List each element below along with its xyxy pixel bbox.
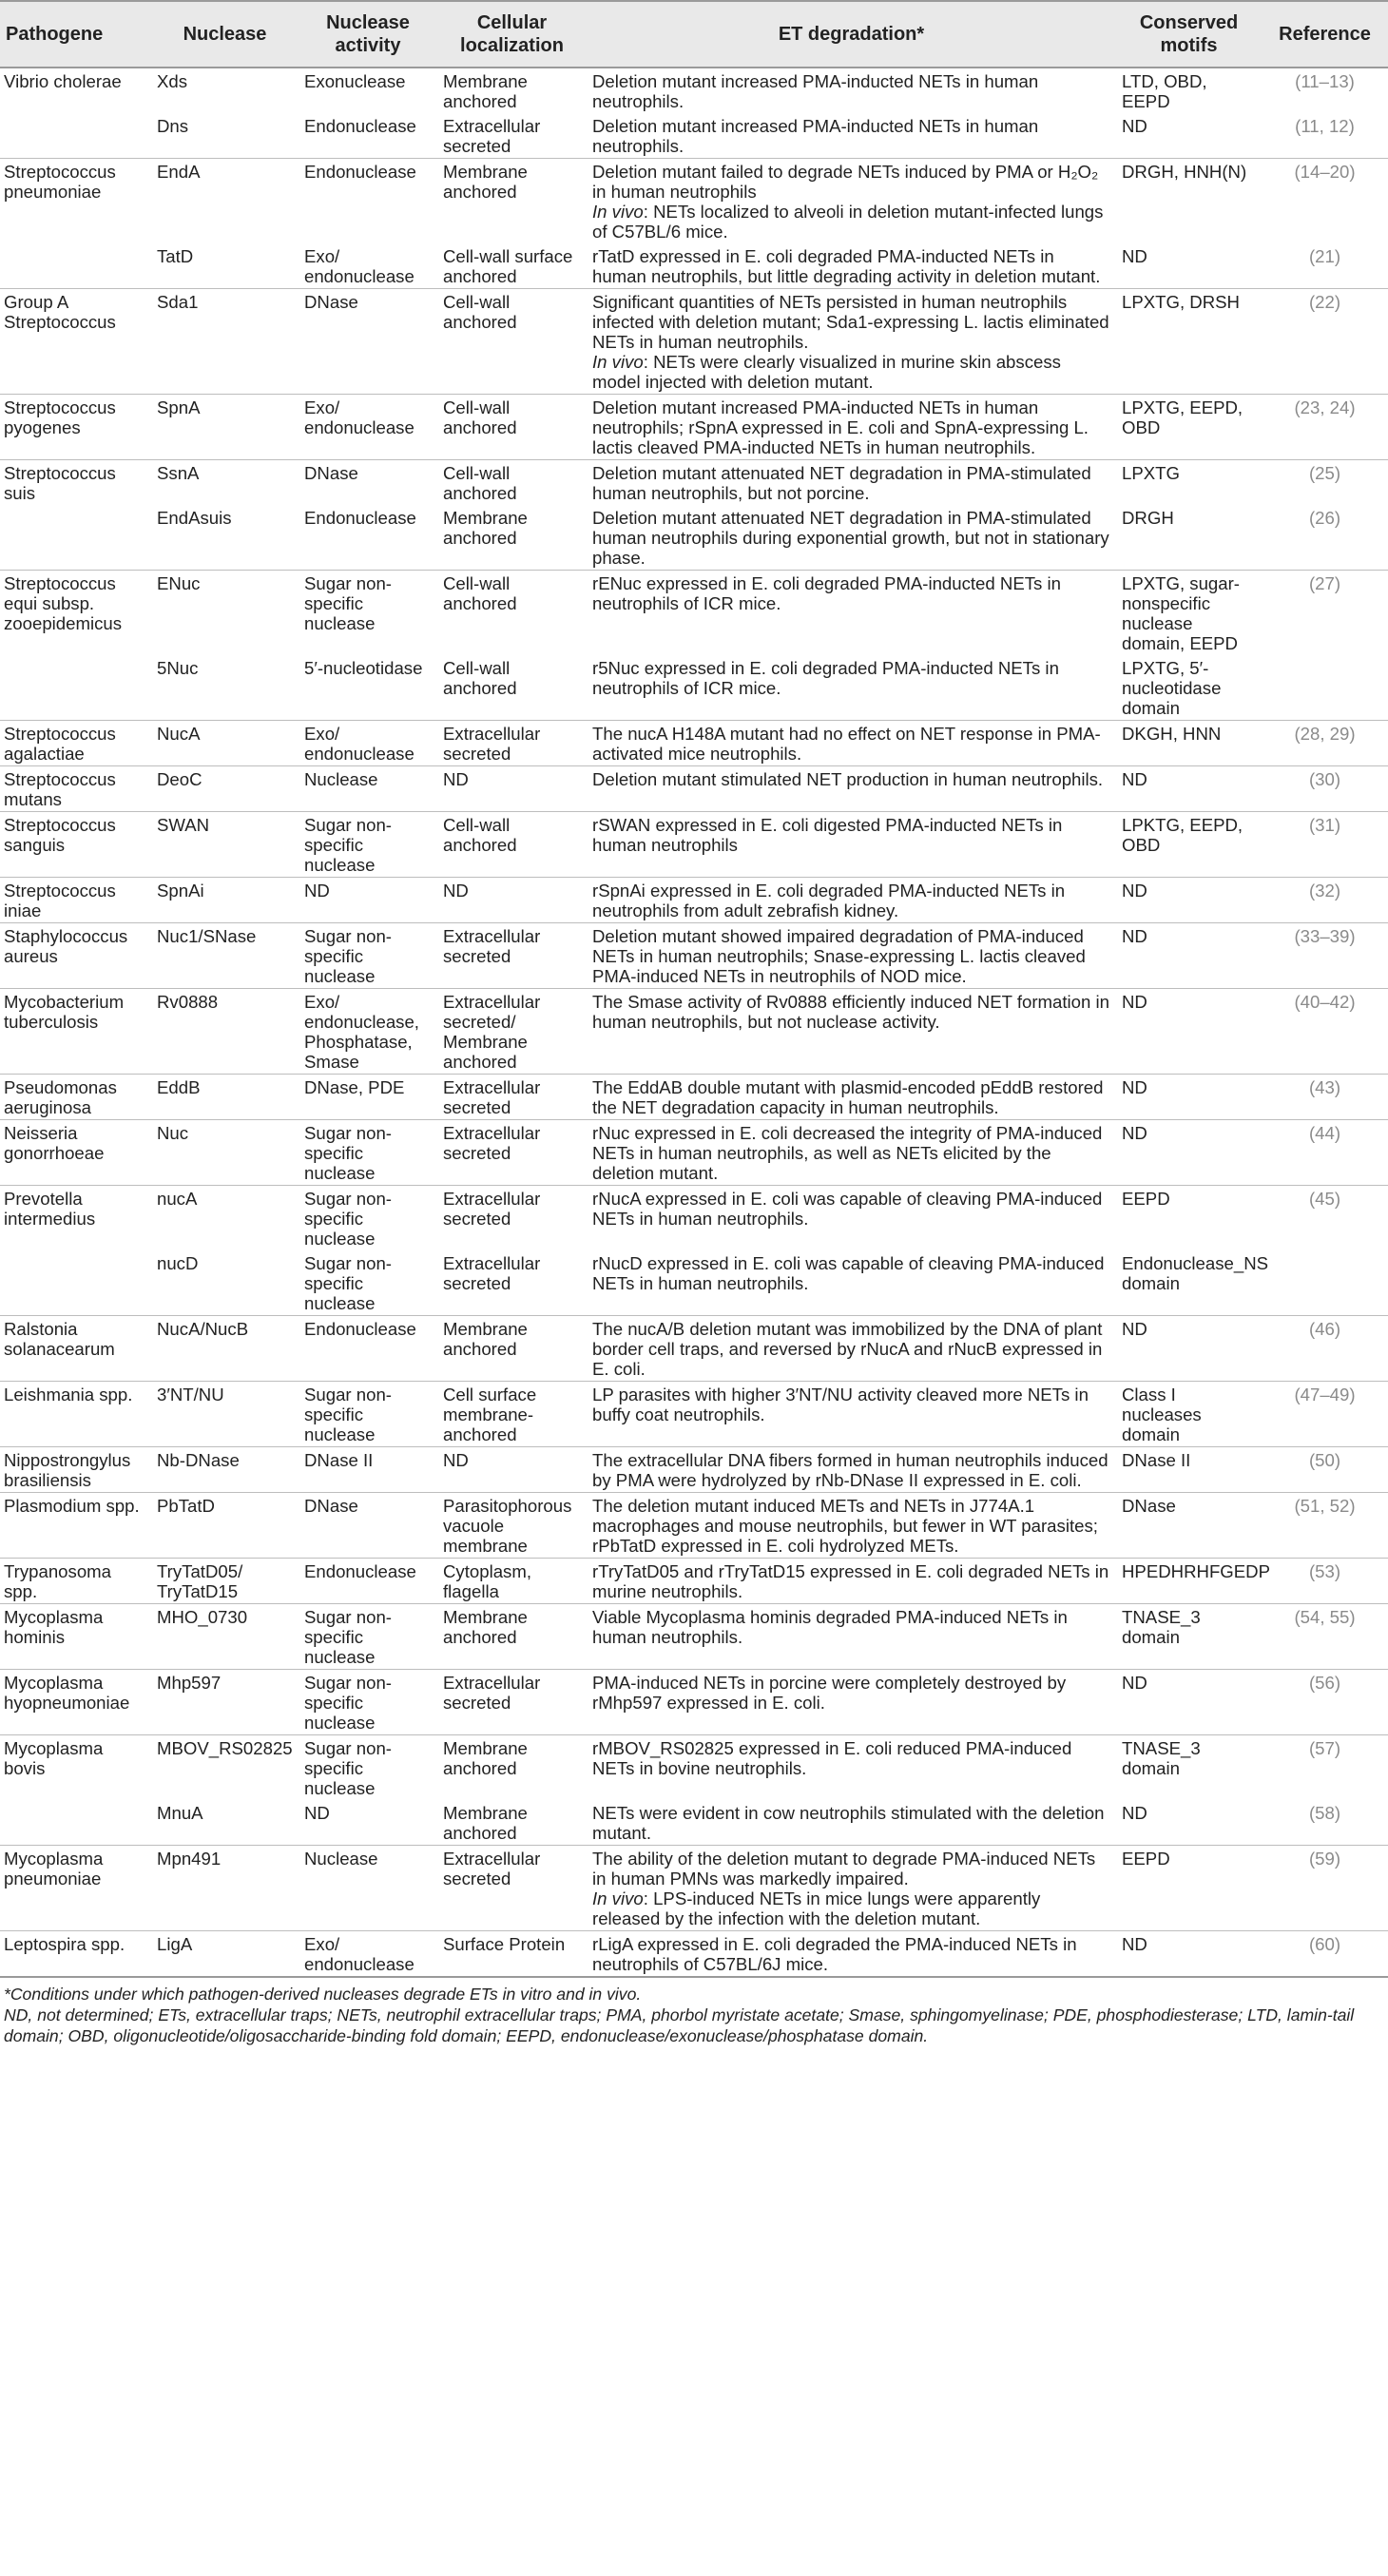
localization-cell: ND xyxy=(437,878,587,923)
header-reference: Reference xyxy=(1262,1,1388,68)
table-row xyxy=(0,1120,1388,1186)
reference-cell xyxy=(1262,1250,1388,1316)
degradation-text: rSpnAi expressed in E. coli degraded PMA-inducted NETs in neutrophils from adult zebrafish kidney. xyxy=(592,881,1066,920)
degradation-text: Deletion mutant attenuated NET degradation in PMA-stimulated human neutrophils, but not porcine. xyxy=(592,463,1091,503)
nuclease-cell: SsnA xyxy=(151,460,299,506)
pathogen-cell xyxy=(0,505,151,571)
degradation-cell xyxy=(587,812,1116,878)
activity-cell: Endonuclease xyxy=(299,1559,437,1604)
table-row xyxy=(0,159,1388,244)
pathogen-cell: Leishmania spp. xyxy=(0,1382,151,1447)
nuclease-cell: PbTatD xyxy=(151,1493,299,1559)
table-row xyxy=(0,1931,1388,1978)
nuclease-cell: SWAN xyxy=(151,812,299,878)
motifs-cell: ND xyxy=(1116,1120,1262,1186)
reference-cell: (43) xyxy=(1262,1075,1388,1120)
motifs-cell: TNASE_3 domain xyxy=(1116,1735,1262,1801)
degradation-text: Deletion mutant increased PMA-inducted NETs in human neutrophils. xyxy=(592,71,1039,111)
pathogen-cell: Vibrio cholerae xyxy=(0,68,151,113)
nuclease-cell: Sda1 xyxy=(151,289,299,395)
table-row xyxy=(0,289,1388,395)
degradation-text: Significant quantities of NETs persisted in human neutrophils infected with deletion mutant; Sda1-expressing L. lactis eliminated NETs in human neutrophils. xyxy=(592,292,1109,352)
activity-cell: DNase xyxy=(299,460,437,506)
degradation-text: Deletion mutant showed impaired degradation of PMA-induced NETs in human neutrophils; Snase-expressing L. lactis cleaved PMA-induced NETs in neutrophils of NOD mice. xyxy=(592,926,1086,986)
reference-cell: (60) xyxy=(1262,1931,1388,1978)
nuclease-cell: LigA xyxy=(151,1931,299,1978)
activity-cell: Sugar non-specific nuclease xyxy=(299,923,437,989)
header-conserved-motifs: Conserved motifs xyxy=(1116,1,1262,68)
activity-cell: Exo/ endonuclease xyxy=(299,1931,437,1978)
degradation-text: The EddAB double mutant with plasmid-encoded pEddB restored the NET degradation capacity in human neutrophils. xyxy=(592,1077,1104,1117)
degradation-cell xyxy=(587,1447,1116,1493)
nuclease-cell: SpnAi xyxy=(151,878,299,923)
table-row xyxy=(0,1493,1388,1559)
pathogen-cell: Leptospira spp. xyxy=(0,1931,151,1978)
degradation-cell xyxy=(587,878,1116,923)
degradation-text: The nucA H148A mutant had no effect on NET response in PMA-activated mice neutrophils. xyxy=(592,724,1101,764)
table-row xyxy=(0,989,1388,1075)
table-row xyxy=(0,1316,1388,1382)
reference-cell: (59) xyxy=(1262,1846,1388,1931)
motifs-cell: LPXTG, EEPD, OBD xyxy=(1116,395,1262,460)
pathogen-cell xyxy=(0,113,151,159)
degradation-cell xyxy=(587,243,1116,289)
motifs-cell: ND xyxy=(1116,1316,1262,1382)
degradation-text: rENuc expressed in E. coli degraded PMA-inducted NETs in neutrophils of ICR mice. xyxy=(592,573,1061,613)
reference-cell: (57) xyxy=(1262,1735,1388,1801)
localization-cell: Cell-wall anchored xyxy=(437,812,587,878)
activity-cell: Nuclease xyxy=(299,1846,437,1931)
activity-cell: 5′-nucleotidase xyxy=(304,658,423,678)
nuclease-cell: TatD xyxy=(157,246,194,266)
pathogen-cell: Streptococcus pyogenes xyxy=(0,395,151,460)
degradation-cell xyxy=(587,721,1116,766)
localization-cell: Cell-wall anchored xyxy=(437,460,587,506)
activity-cell: Sugar non-specific nuclease xyxy=(299,1604,437,1670)
table-row xyxy=(0,1846,1388,1931)
motifs-cell: LPXTG, DRSH xyxy=(1116,289,1262,395)
degradation-cell xyxy=(587,1604,1116,1670)
motifs-cell: DNase II xyxy=(1116,1447,1262,1493)
nuclease-cell: nucD xyxy=(157,1253,199,1273)
pathogen-cell xyxy=(0,243,151,289)
degradation-cell xyxy=(587,1931,1116,1978)
activity-cell: ND xyxy=(304,1803,330,1823)
reference-cell: (40–42) xyxy=(1262,989,1388,1075)
pathogen-cell: Streptococcus iniae xyxy=(0,878,151,923)
pathogen-cell xyxy=(0,655,151,721)
degradation-text: r5Nuc expressed in E. coli degraded PMA-inducted NETs in neutrophils of ICR mice. xyxy=(592,658,1059,698)
header-et-degradation: ET degradation* xyxy=(587,1,1116,68)
degradation-cell xyxy=(587,1316,1116,1382)
motifs-cell: ND xyxy=(1116,878,1262,923)
reference-cell: (28, 29) xyxy=(1262,721,1388,766)
nuclease-cell: DeoC xyxy=(151,766,299,812)
header-nuclease: Nuclease xyxy=(151,1,299,68)
nuclease-cell: ENuc xyxy=(151,571,299,656)
in-vivo-label: In vivo xyxy=(592,352,644,372)
pathogen-cell: Plasmodium spp. xyxy=(0,1493,151,1559)
table-row xyxy=(0,766,1388,812)
pathogen-cell: Ralstonia solanacearum xyxy=(0,1316,151,1382)
pathogen-cell: Nippostrongylus brasiliensis xyxy=(0,1447,151,1493)
table-row xyxy=(0,1186,1388,1251)
motifs-cell: EEPD xyxy=(1116,1186,1262,1251)
table-row xyxy=(0,1670,1388,1735)
table-row xyxy=(0,1604,1388,1670)
nuclease-cell: 5Nuc xyxy=(157,658,199,678)
table-row xyxy=(0,1075,1388,1120)
localization-cell: Surface Protein xyxy=(437,1931,587,1978)
degradation-text: rMBOV_RS02825 expressed in E. coli reduced PMA-induced NETs in bovine neutrophils. xyxy=(592,1738,1072,1778)
nuclease-cell: Xds xyxy=(151,68,299,113)
localization-cell: Extracellular secreted xyxy=(443,1253,541,1293)
degradation-text: rNuc expressed in E. coli decreased the integrity of PMA-induced NETs in human neutrophils, as well as NETs elicited by the deletion mutant. xyxy=(592,1123,1103,1183)
table-row xyxy=(0,1447,1388,1493)
table-row xyxy=(0,1250,1388,1316)
activity-cell: Nuclease xyxy=(299,766,437,812)
degradation-text: The nucA/B deletion mutant was immobilized by the DNA of plant border cell traps, and reversed by rNucA and rNucB expressed in E. coli. xyxy=(592,1319,1103,1379)
degradation-cell xyxy=(587,1559,1116,1604)
degradation-text: Deletion mutant stimulated NET production in human neutrophils. xyxy=(592,769,1104,789)
motifs-cell: ND xyxy=(1122,116,1147,136)
motifs-cell: ND xyxy=(1116,1931,1262,1978)
degradation-text: rLigA expressed in E. coli degraded the PMA-induced NETs in neutrophils of C57BL/6J mice. xyxy=(592,1934,1077,1974)
activity-cell: DNase xyxy=(299,289,437,395)
degradation-cell xyxy=(587,68,1116,113)
table-row xyxy=(0,460,1388,506)
reference-cell: (30) xyxy=(1262,766,1388,812)
degradation-cell xyxy=(587,159,1116,244)
table-row xyxy=(0,878,1388,923)
motifs-cell: ND xyxy=(1116,1670,1262,1735)
degradation-text: rNucD expressed in E. coli was capable of cleaving PMA-induced NETs in human neutrophils. xyxy=(592,1253,1105,1293)
pathogen-cell: Mycoplasma pneumoniae xyxy=(0,1846,151,1931)
degradation-cell xyxy=(587,1250,1116,1316)
activity-cell: Endonuclease xyxy=(299,159,437,244)
nuclease-cell: Mpn491 xyxy=(151,1846,299,1931)
reference-cell: (51, 52) xyxy=(1262,1493,1388,1559)
activity-cell: Sugar non-specific nuclease xyxy=(299,1120,437,1186)
degradation-cell xyxy=(587,1735,1116,1801)
degradation-text: rSWAN expressed in E. coli digested PMA-inducted NETs in human neutrophils xyxy=(592,815,1063,855)
table-row xyxy=(0,505,1388,571)
table-row xyxy=(0,395,1388,460)
motifs-cell: LPXTG, sugar-nonspecific nuclease domain, EEPD xyxy=(1116,571,1262,656)
table-row xyxy=(0,812,1388,878)
pathogen-cell: Mycoplasma hyopneumoniae xyxy=(0,1670,151,1735)
motifs-cell: ND xyxy=(1116,766,1262,812)
nuclease-cell: TryTatD05/ TryTatD15 xyxy=(151,1559,299,1604)
pathogen-cell: Group A Streptococcus xyxy=(0,289,151,395)
degradation-text: Deletion mutant attenuated NET degradation in PMA-stimulated human neutrophils during exponential growth, but not in stationary phase. xyxy=(592,508,1109,568)
nuclease-cell: MHO_0730 xyxy=(151,1604,299,1670)
reference-cell: (25) xyxy=(1262,460,1388,506)
header-cellular-localization: Cellular localization xyxy=(437,1,587,68)
degradation-cell xyxy=(587,505,1116,571)
activity-cell: Endonuclease xyxy=(299,1316,437,1382)
reference-cell: (31) xyxy=(1262,812,1388,878)
activity-cell: Exo/ endonuclease xyxy=(304,246,414,286)
table-row xyxy=(0,243,1388,289)
reference-cell: (44) xyxy=(1262,1120,1388,1186)
localization-cell: Extracellular secreted xyxy=(437,1670,587,1735)
table-row xyxy=(0,1800,1388,1846)
degradation-cell xyxy=(587,1846,1116,1931)
header-pathogene: Pathogene xyxy=(0,1,151,68)
pathogen-cell: Trypanosoma spp. xyxy=(0,1559,151,1604)
pathogen-cell: Streptococcus agalactiae xyxy=(0,721,151,766)
motifs-cell: Endonuclease_NS domain xyxy=(1122,1253,1269,1293)
reference-cell: (33–39) xyxy=(1262,923,1388,989)
pathogen-cell: Streptococcus equi subsp. zooepidemicus xyxy=(0,571,151,656)
footnote-conditions: *Conditions under which pathogen-derived nucleases degrade ETs in vitro and in vivo. xyxy=(4,1985,642,2004)
activity-cell: DNase, PDE xyxy=(299,1075,437,1120)
localization-cell: Membrane anchored xyxy=(443,1803,528,1843)
localization-cell: ND xyxy=(437,1447,587,1493)
motifs-cell: DRGH, HNH(N) xyxy=(1116,159,1262,244)
nuclease-cell: Nb-DNase xyxy=(151,1447,299,1493)
motifs-cell: DNase xyxy=(1116,1493,1262,1559)
pathogen-cell: Prevotella intermedius xyxy=(0,1186,151,1251)
activity-cell: Sugar non-specific nuclease xyxy=(299,812,437,878)
localization-cell: Membrane anchored xyxy=(443,508,528,548)
degradation-cell xyxy=(587,1186,1116,1251)
localization-cell: ND xyxy=(437,766,587,812)
reference-cell: (54, 55) xyxy=(1262,1604,1388,1670)
pathogen-cell: Staphylococcus aureus xyxy=(0,923,151,989)
in-vivo-label: In vivo xyxy=(592,1888,644,1908)
nuclease-cell: MBOV_RS02825 xyxy=(151,1735,299,1801)
footnote-abbreviations: ND, not determined; ETs, extracellular traps; NETs, neutrophil extracellular traps; PMA, phorbol myristate acetate; Smase, sphingomyelinase; PDE, phosphodiesterase; LTD, lamin-tail domain; OBD, oligonucleotide/oligosaccharide-binding fold domain; EEPD, endonuclease/exonuclease/phosphatase domain. xyxy=(4,2005,1355,2045)
activity-cell: ND xyxy=(299,878,437,923)
degradation-text: The extracellular DNA fibers formed in human neutrophils induced by PMA were hydrolyzed by rNb-DNase II expressed in E. coli. xyxy=(592,1450,1108,1490)
motifs-cell: LPKTG, EEPD, OBD xyxy=(1116,812,1262,878)
motifs-cell: HPEDHRHFGEDP xyxy=(1116,1559,1262,1604)
activity-cell: Exo/ endonuclease xyxy=(299,721,437,766)
pathogen-cell: Streptococcus sanguis xyxy=(0,812,151,878)
reference-cell: (53) xyxy=(1262,1559,1388,1604)
reference-cell: (11–13) xyxy=(1262,68,1388,113)
nuclease-cell: EndAsuis xyxy=(157,508,232,528)
table-row xyxy=(0,1382,1388,1447)
localization-cell: Extracellular secreted xyxy=(437,1120,587,1186)
table-row xyxy=(0,923,1388,989)
degradation-cell xyxy=(587,923,1116,989)
reference-cell: (26) xyxy=(1308,508,1341,528)
degradation-text: rTryTatD05 and rTryTatD15 expressed in E. coli degraded NETs in murine neutrophils. xyxy=(592,1561,1109,1601)
degradation-text: PMA-induced NETs in porcine were completely destroyed by rMhp597 expressed in E. coli. xyxy=(592,1673,1067,1713)
pathogen-cell: Streptococcus mutans xyxy=(0,766,151,812)
localization-cell: Extracellular secreted/ Membrane anchored xyxy=(437,989,587,1075)
pathogen-cell: Streptococcus suis xyxy=(0,460,151,506)
motifs-cell: LTD, OBD, EEPD xyxy=(1116,68,1262,113)
degradation-cell xyxy=(587,1800,1116,1846)
degradation-cell xyxy=(587,989,1116,1075)
degradation-text: The deletion mutant induced METs and NETs in J774A.1 macrophages and mouse neutrophils, but fewer in WT parasites; rPbTatD expressed in E. coli hydrolyzed METs. xyxy=(592,1496,1098,1556)
motifs-cell: DKGH, HNN xyxy=(1116,721,1262,766)
localization-cell: Extracellular secreted xyxy=(437,721,587,766)
activity-cell: Sugar non-specific nuclease xyxy=(299,1670,437,1735)
localization-cell: Membrane anchored xyxy=(437,1316,587,1382)
pathogen-cell: Mycobacterium tuberculosis xyxy=(0,989,151,1075)
degradation-cell xyxy=(587,460,1116,506)
motifs-cell: ND xyxy=(1122,246,1147,266)
reference-cell xyxy=(1262,655,1388,721)
pathogen-cell: Streptococcus pneumoniae xyxy=(0,159,151,244)
reference-cell: (50) xyxy=(1262,1447,1388,1493)
motifs-cell: LPXTG xyxy=(1116,460,1262,506)
table-row xyxy=(0,721,1388,766)
reference-cell: (45) xyxy=(1262,1186,1388,1251)
header-nuclease-activity: Nuclease activity xyxy=(299,1,437,68)
degradation-cell xyxy=(587,395,1116,460)
pathogen-cell: Neisseria gonorrhoeae xyxy=(0,1120,151,1186)
motifs-cell: ND xyxy=(1116,1075,1262,1120)
activity-cell: Sugar non-specific nuclease xyxy=(299,1186,437,1251)
reference-cell: (47–49) xyxy=(1262,1382,1388,1447)
pathogen-cell xyxy=(0,1250,151,1316)
localization-cell: Cell-wall anchored xyxy=(443,658,517,698)
nuclease-cell: nucA xyxy=(151,1186,299,1251)
degradation-cell xyxy=(587,1120,1116,1186)
reference-cell: (56) xyxy=(1262,1670,1388,1735)
localization-cell: Cell surface membrane-anchored xyxy=(437,1382,587,1447)
localization-cell: Extracellular secreted xyxy=(437,1186,587,1251)
degradation-text: Deletion mutant failed to degrade NETs induced by PMA or H₂O₂ in human neutrophils xyxy=(592,162,1099,202)
nuclease-cell: Nuc xyxy=(151,1120,299,1186)
degradation-cell xyxy=(587,766,1116,812)
degradation-text: The Smase activity of Rv0888 efficiently induced NET formation in human neutrophils, but not nuclease activity. xyxy=(592,992,1109,1032)
degradation-text: rTatD expressed in E. coli degraded PMA-inducted NETs in human neutrophils, but little degrading activity in deletion mutant. xyxy=(592,246,1101,286)
activity-cell: Endonuclease xyxy=(304,116,416,136)
motifs-cell: ND xyxy=(1116,923,1262,989)
localization-cell: Cell-wall anchored xyxy=(437,395,587,460)
activity-cell: Sugar non-specific nuclease xyxy=(299,1735,437,1801)
nuclease-cell: SpnA xyxy=(151,395,299,460)
nuclease-cell: EndA xyxy=(151,159,299,244)
activity-cell: Sugar non-specific nuclease xyxy=(299,1382,437,1447)
activity-cell: Endonuclease xyxy=(304,508,416,528)
localization-cell: Cytoplasm, flagella xyxy=(437,1559,587,1604)
reference-cell: (58) xyxy=(1308,1803,1341,1823)
motifs-cell: ND xyxy=(1122,1803,1147,1823)
degradation-text: In vivo: LPS-induced NETs in mice lungs were apparently released by the infection with the deletion mutant. xyxy=(592,1888,1041,1928)
degradation-text: NETs were evident in cow neutrophils stimulated with the deletion mutant. xyxy=(592,1803,1105,1843)
activity-cell: Exo/ endonuclease, Phosphatase, Smase xyxy=(299,989,437,1075)
nuclease-cell: Nuc1/SNase xyxy=(151,923,299,989)
degradation-cell xyxy=(587,1382,1116,1447)
localization-cell: Cell-wall surface anchored xyxy=(443,246,573,286)
reference-cell: (14–20) xyxy=(1262,159,1388,244)
activity-cell: Sugar non-specific nuclease xyxy=(299,571,437,656)
table-row xyxy=(0,68,1388,113)
localization-cell: Extracellular secreted xyxy=(437,1846,587,1931)
pathogen-cell: Mycoplasma hominis xyxy=(0,1604,151,1670)
motifs-cell: ND xyxy=(1116,989,1262,1075)
localization-cell: Cell-wall anchored xyxy=(437,289,587,395)
reference-cell: (23, 24) xyxy=(1262,395,1388,460)
activity-cell: Exonuclease xyxy=(299,68,437,113)
motifs-cell: LPXTG, 5′-nucleotidase domain xyxy=(1122,658,1222,718)
localization-cell: Extracellular secreted xyxy=(437,1075,587,1120)
motifs-cell: TNASE_3 domain xyxy=(1116,1604,1262,1670)
degradation-cell xyxy=(587,571,1116,656)
table-row xyxy=(0,655,1388,721)
table-row xyxy=(0,113,1388,159)
reference-cell: (46) xyxy=(1262,1316,1388,1382)
in-vivo-label: In vivo xyxy=(592,202,644,222)
localization-cell: Membrane anchored xyxy=(437,1735,587,1801)
degradation-text: The ability of the deletion mutant to degrade PMA-induced NETs in human PMNs was markedly impaired. xyxy=(592,1849,1096,1888)
localization-cell: Membrane anchored xyxy=(437,68,587,113)
motifs-cell: EEPD xyxy=(1116,1846,1262,1931)
degradation-text: Deletion mutant increased PMA-inducted NETs in human neutrophils; rSpnA expressed in E. coli and SpnA-expressing L. lactis cleaved PMA-inducted NETs in human neutrophils. xyxy=(592,397,1089,457)
pathogen-cell: Pseudomonas aeruginosa xyxy=(0,1075,151,1120)
localization-cell: Parasitophorous vacuole membrane xyxy=(437,1493,587,1559)
degradation-text: In vivo: NETs were clearly visualized in murine skin abscess model injected with deletion mutant. xyxy=(592,352,1061,392)
table-row xyxy=(0,1735,1388,1801)
degradation-cell xyxy=(587,655,1116,721)
table-footnotes xyxy=(0,1978,1388,2046)
motifs-cell: DRGH xyxy=(1122,508,1174,528)
reference-cell: (11, 12) xyxy=(1295,116,1355,136)
localization-cell: Extracellular secreted xyxy=(437,923,587,989)
degradation-text: Viable Mycoplasma hominis degraded PMA-induced NETs in human neutrophils. xyxy=(592,1607,1068,1647)
degradation-cell xyxy=(587,1670,1116,1735)
degradation-text: Deletion mutant increased PMA-inducted NETs in human neutrophils. xyxy=(592,116,1039,156)
pathogen-cell: Mycoplasma bovis xyxy=(0,1735,151,1801)
degradation-text: LP parasites with higher 3′NT/NU activity cleaved more NETs in buffy coat neutrophils. xyxy=(592,1385,1089,1424)
nuclease-cell: Rv0888 xyxy=(151,989,299,1075)
nuclease-cell: Mhp597 xyxy=(151,1670,299,1735)
nuclease-cell: EddB xyxy=(151,1075,299,1120)
nuclease-cell: Dns xyxy=(157,116,189,136)
degradation-text: In vivo: NETs localized to alveoli in deletion mutant-infected lungs of C57BL/6 mice. xyxy=(592,202,1104,242)
activity-cell: DNase xyxy=(299,1493,437,1559)
table-row xyxy=(0,1559,1388,1604)
localization-cell: Membrane anchored xyxy=(437,1604,587,1670)
pathogen-cell xyxy=(0,1800,151,1846)
nuclease-cell: NucA/NucB xyxy=(151,1316,299,1382)
degradation-cell xyxy=(587,113,1116,159)
nuclease-cell: 3′NT/NU xyxy=(151,1382,299,1447)
degradation-cell xyxy=(587,1075,1116,1120)
localization-cell: Cell-wall anchored xyxy=(437,571,587,656)
reference-cell: (32) xyxy=(1262,878,1388,923)
table-header-row xyxy=(0,1,1388,68)
table-body xyxy=(0,68,1388,1977)
reference-cell: (21) xyxy=(1308,246,1341,266)
reference-cell: (22) xyxy=(1262,289,1388,395)
activity-cell: Sugar non-specific nuclease xyxy=(304,1253,392,1313)
localization-cell: Membrane anchored xyxy=(437,159,587,244)
table-row xyxy=(0,571,1388,656)
motifs-cell: Class I nucleases domain xyxy=(1116,1382,1262,1447)
nuclease-cell: MnuA xyxy=(157,1803,203,1823)
nuclease-cell: NucA xyxy=(151,721,299,766)
degradation-cell xyxy=(587,289,1116,395)
reference-cell: (27) xyxy=(1262,571,1388,656)
degradation-cell xyxy=(587,1493,1116,1559)
activity-cell: Exo/ endonuclease xyxy=(299,395,437,460)
activity-cell: DNase II xyxy=(299,1447,437,1493)
degradation-text: rNucA expressed in E. coli was capable of cleaving PMA-induced NETs in human neutrophils. xyxy=(592,1189,1103,1229)
localization-cell: Extracellular secreted xyxy=(443,116,541,156)
